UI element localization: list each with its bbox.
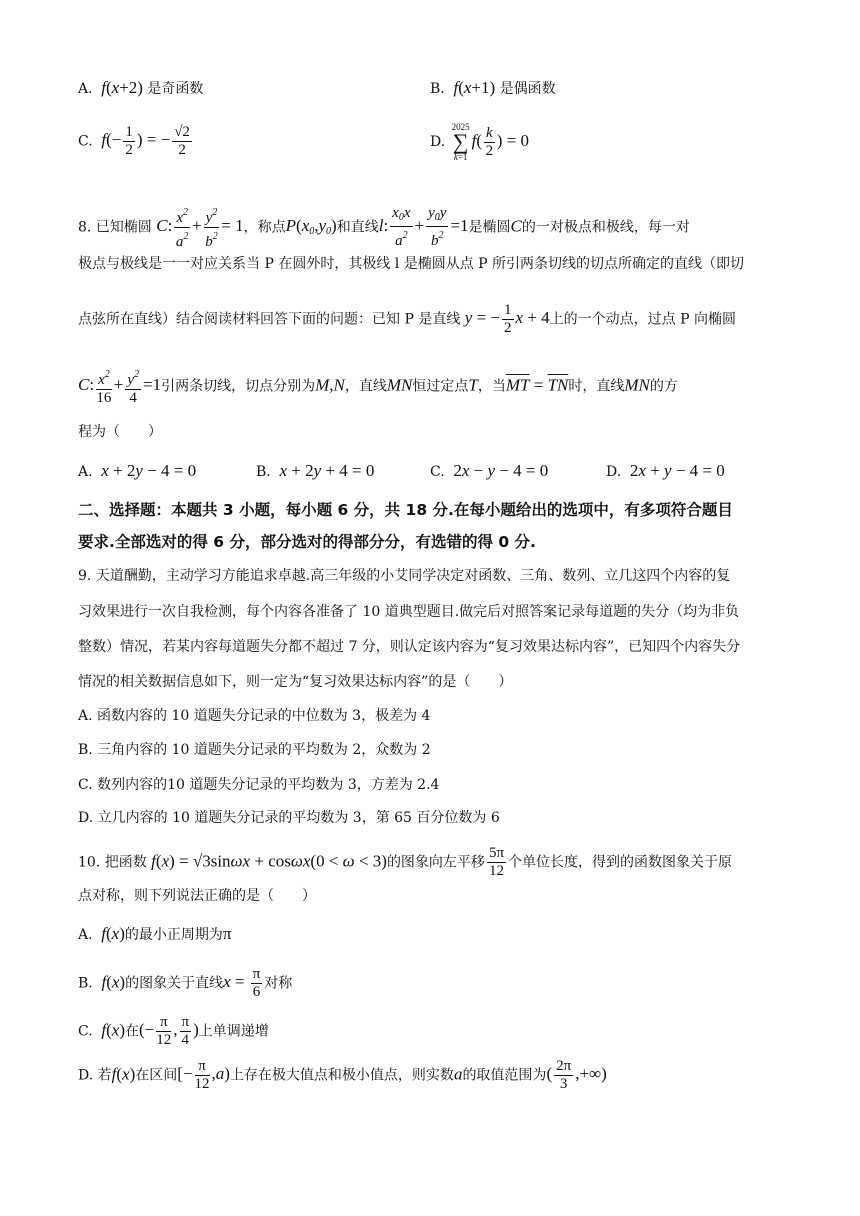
- option-text: 是奇函数: [147, 81, 204, 97]
- text: 的一对极点和极线，每一对: [521, 219, 690, 236]
- math-expr: f(− $\frac{1}{2}$ ) = − $\frac{√2}{2}$: [97, 124, 190, 158]
- q10-line-2: 点对称，则下列说法正确的是（ ）: [78, 888, 316, 904]
- q10-option-a: [78, 924, 231, 945]
- q8-line-2: 极点与极线是一一对应关系当 P 在圆外时，其极线 l 是椭圆从点 P 所引两条切线的切点所确定的直线（即切: [78, 256, 745, 272]
- option-label: A.: [78, 464, 93, 480]
- q8-line-1: [78, 204, 690, 251]
- math-expr: f(x) = √3sinωx + cosωx(0 < ω < 3): [151, 851, 387, 871]
- option-text: 在区间: [135, 1067, 178, 1084]
- math-expr: x = $\frac{\pi}{6}$: [223, 966, 261, 1000]
- option-text: 对称: [264, 975, 293, 992]
- q10-option-b: [78, 966, 292, 1001]
- text: 和直线: [336, 219, 379, 236]
- text: 个单位长度，得到的函数图象关于原: [508, 854, 733, 871]
- math-expr: f(x): [111, 1064, 136, 1084]
- option-text: 的最小正周期为: [124, 927, 223, 943]
- math-expr: MN: [386, 375, 413, 395]
- text: 恒过定点: [412, 378, 469, 395]
- section-heading-line-2: 要求.全部选对的得 6 分，部分选对的得部分分，有选错的得 0 分.: [78, 533, 536, 551]
- q9-line-4: 情况的相关数据信息如下，则一定为“复习效果达标内容”的是（ ）: [78, 674, 513, 690]
- option-label: B.: [256, 464, 271, 480]
- option-text: 的取值范围为: [462, 1067, 547, 1084]
- math-expr: y = − $\frac{1}{2}$ x + 4: [464, 302, 550, 336]
- text: 的方: [649, 378, 678, 395]
- option-label: A.: [78, 81, 93, 97]
- math-expr: [− $\frac{\pi}{12}$ ,a): [177, 1058, 230, 1092]
- option-label: A.: [78, 927, 93, 943]
- option-text: 若: [97, 1067, 112, 1084]
- option-label: D.: [78, 1067, 94, 1084]
- math-expr: (− $\frac{\pi}{12}$ , $\frac{\pi}{4}$ ): [139, 1014, 199, 1048]
- option-label: B.: [430, 81, 445, 97]
- option-label: B.: [78, 975, 93, 992]
- q8-option-b: [256, 461, 374, 482]
- text: 10. 把函数: [78, 854, 147, 871]
- text: ，称点: [243, 219, 286, 236]
- q8-line-5: 程为（ ）: [78, 424, 162, 440]
- math-expr: 2x − y − 4 = 0: [453, 461, 549, 480]
- math-expr: f(x+1): [449, 78, 496, 97]
- option-text: 上存在极大值点和极小值点，则实数: [229, 1067, 454, 1084]
- math-expr: 2x + y − 4 = 0: [629, 461, 725, 480]
- math-expr: a: [453, 1064, 463, 1084]
- text: 引两条切线，切点分别为: [161, 378, 316, 395]
- q7-option-b: [430, 78, 556, 99]
- q7-option-a: [78, 78, 203, 99]
- math-expr: x + 2y + 4 = 0: [275, 461, 375, 480]
- option-label: D.: [430, 133, 446, 150]
- option-label: C.: [78, 133, 93, 150]
- math-expr: C: $\frac{x^2}{a^2}$ + $\frac{y^2}{b^2}$ = 1: [156, 216, 243, 235]
- math-expr: ( $\frac{2\pi}{3}$ ,+∞): [546, 1058, 607, 1092]
- text: ，直线: [344, 378, 387, 395]
- math-expr: f(x): [97, 1020, 125, 1040]
- q8-option-a: [78, 461, 196, 482]
- math-expr: M,N: [315, 375, 345, 395]
- text: ，当: [477, 378, 506, 395]
- math-expr: C: $\frac{x^2}{16}$ + $\frac{y^2}{4}$ =1: [78, 375, 161, 394]
- q7-option-d: [430, 122, 529, 162]
- text: 是椭圆: [468, 219, 511, 236]
- option-text: 是偶函数: [499, 81, 556, 97]
- option-label: D.: [606, 464, 622, 480]
- option-label: C.: [430, 464, 445, 480]
- q10-option-d: [78, 1058, 607, 1093]
- q10-option-c: [78, 1014, 269, 1049]
- q7-option-c: [78, 124, 194, 159]
- math-expr: l: $\frac{x_0x}{a^2}$ + $\frac{y_0y}{b^2}$ =1: [378, 205, 469, 249]
- text: 上的一个动点，过点 P 向椭圆: [549, 311, 736, 328]
- math-expr: T: [468, 375, 478, 395]
- q8-line-4: [78, 366, 678, 407]
- q10-line-1: [78, 845, 732, 880]
- math-expr: x + 2y − 4 = 0: [97, 461, 197, 480]
- math-expr: $\overline{MT} = \overline{TN}$: [505, 375, 569, 395]
- math-expr: f(x): [97, 972, 126, 992]
- math-expr: 2025 ∑ k=1f( $\frac{k}{2}$ ) = 0: [451, 122, 529, 162]
- text: 8. 已知椭圆: [78, 219, 152, 236]
- math-expr: MN: [624, 375, 650, 395]
- q9-option-a: A. 函数内容的 10 道题失分记录的中位数为 3，极差为 4: [78, 708, 431, 724]
- option-text: 在: [125, 1023, 139, 1040]
- math-expr: π: [222, 924, 232, 943]
- q9-option-b: B. 三角内容的 10 道题失分记录的平均数为 2，众数为 2: [78, 742, 431, 758]
- text: 时，直线: [568, 378, 625, 395]
- option-text: 上单调递增: [198, 1023, 269, 1040]
- math-expr: f(x+2): [97, 78, 143, 97]
- q9-line-1: 9. 天道酬勤，主动学习方能追求卓越.高三年级的小艾同学决定对函数、三角、数列、立几这四个内容的复: [78, 568, 731, 584]
- math-expr: $\frac{5\pi}{12}$: [488, 845, 505, 879]
- section-heading-line-1: 二、选择题：本题共 3 小题，每小题 6 分，共 18 分.在每小题给出的选项中，有多项符合题目: [78, 501, 733, 519]
- math-expr: C: [510, 216, 522, 236]
- math-expr: $P(x_0,y_0)$: [285, 216, 337, 238]
- q9-line-2: 习效果进行一次自我检测，每个内容各准备了 10 道典型题目.做完后对照答案记录每道题的失分（均为非负: [78, 604, 740, 620]
- q9-line-3: 整数）情况，若某内容每道题失分都不超过 7 分，则认定该内容为“复习效果达标内容”，已知四个内容失分: [78, 639, 741, 655]
- text: 的图象向左平移: [386, 854, 485, 871]
- q9-option-c: C. 数列内容的10 道题失分记录的平均数为 3，方差为 2.4: [78, 777, 440, 793]
- q8-line-3: [78, 302, 736, 337]
- q8-option-c: [430, 461, 548, 482]
- math-expr: f(x): [97, 924, 125, 943]
- option-text: 的图象关于直线: [125, 975, 224, 992]
- text: 点弦所在直线）结合阅读材料回答下面的问题：已知 P 是直线: [78, 311, 461, 328]
- q8-option-d: [606, 461, 725, 482]
- q9-option-d: D. 立几内容的 10 道题失分记录的平均数为 3，第 65 百分位数为 6: [78, 810, 500, 826]
- option-label: C.: [78, 1023, 93, 1040]
